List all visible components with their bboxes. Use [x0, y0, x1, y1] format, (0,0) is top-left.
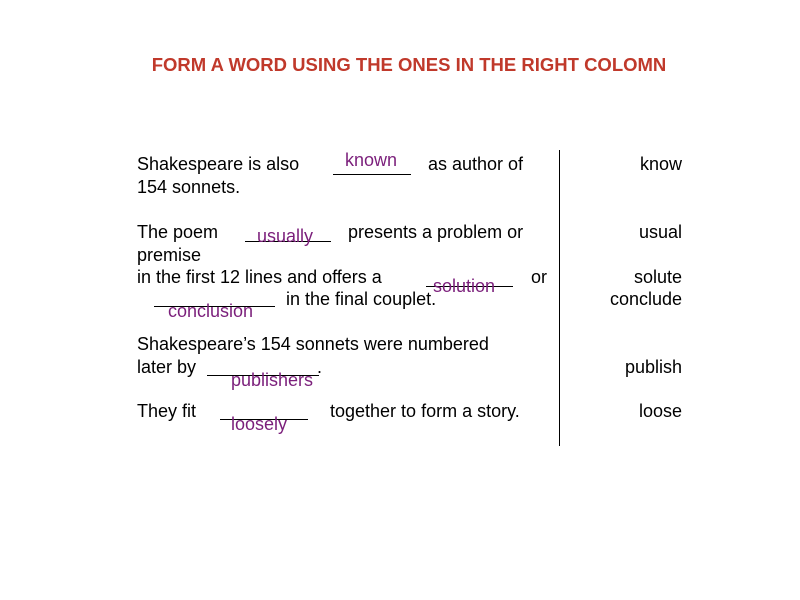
sentence-4-answer: conclusion: [168, 301, 254, 321]
sentence-1-text-start: Shakespeare is also: [137, 154, 300, 174]
sentence-2-text-continued: premise: [137, 245, 202, 265]
sentence-2-text-start: The poem: [137, 222, 219, 242]
column-divider: [559, 150, 560, 446]
sentence-1-text-continued: 154 sonnets.: [137, 177, 241, 197]
base-word-2: usual: [638, 222, 682, 242]
sentence-3-answer: solution: [433, 276, 496, 296]
sentence-5-answer: publishers: [231, 370, 314, 390]
base-word-3: solute: [633, 267, 682, 287]
sentence-1-blank-line: [333, 174, 411, 175]
sentence-5-text-continued: later by: [137, 357, 197, 377]
sentence-1-text-end: as author of: [428, 154, 524, 174]
sentence-6-text-end: together to form a story.: [330, 401, 520, 421]
sentence-6-answer: loosely: [231, 414, 288, 434]
base-word-5: publish: [624, 357, 682, 377]
sentence-3-text-start: in the first 12 lines and offers a: [137, 267, 382, 287]
sentence-5-period: .: [317, 357, 323, 377]
sentence-5-text-start: Shakespeare’s 154 sonnets were numbered: [137, 334, 489, 354]
sentence-3-text-end: or: [531, 267, 548, 287]
sentence-2-text-end: presents a problem or: [348, 222, 524, 242]
sentence-1-answer: known: [345, 150, 398, 170]
sentence-2-answer: usually: [257, 226, 314, 246]
base-word-1: know: [639, 154, 682, 174]
sentence-6-text-start: They fit: [137, 401, 197, 421]
base-word-4: conclude: [609, 289, 682, 309]
page-title: FORM A WORD USING THE ONES IN THE RIGHT COLOMN: [151, 54, 667, 75]
base-word-6: loose: [638, 401, 682, 421]
sentence-4-text: in the final couplet.: [286, 289, 437, 309]
